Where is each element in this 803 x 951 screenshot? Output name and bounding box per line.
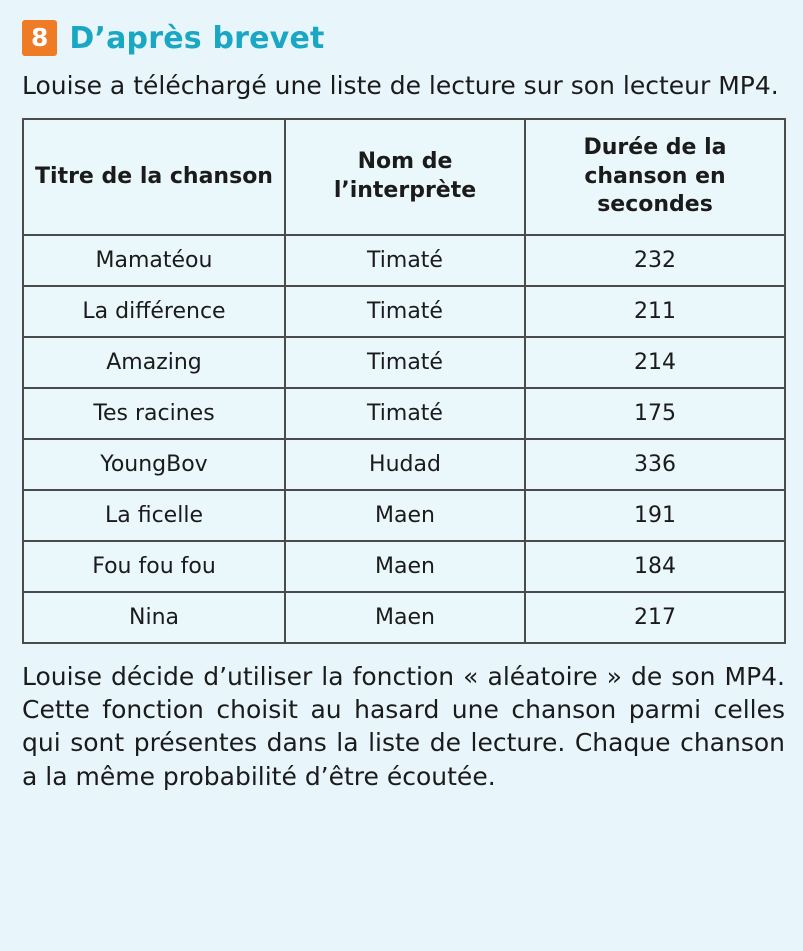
cell-song-title: La différence bbox=[23, 286, 285, 337]
cell-duration: 217 bbox=[525, 592, 785, 643]
table-row bbox=[23, 286, 785, 337]
cell-performer: Timaté bbox=[285, 337, 525, 388]
cell-performer: Maen bbox=[285, 541, 525, 592]
table-row bbox=[23, 439, 785, 490]
table-row bbox=[23, 592, 785, 643]
cell-duration: 214 bbox=[525, 337, 785, 388]
table-row bbox=[23, 490, 785, 541]
cell-song-title: La ficelle bbox=[23, 490, 285, 541]
cell-duration: 191 bbox=[525, 490, 785, 541]
page-title: D’après brevet bbox=[69, 20, 325, 56]
column-header-performer: Nom de l’interprète bbox=[285, 119, 525, 235]
outro-paragraph: Louise décide d’utiliser la fonction « aléatoire » de son MP4. Cette fonction choisit au hasard une chanson parmi celles qui sont présentes dans la liste de lecture. Chaque chanson a la même probabilité d’être écoutée. bbox=[22, 661, 785, 791]
cell-duration: 175 bbox=[525, 388, 785, 439]
cell-song-title: Fou fou fou bbox=[23, 541, 285, 592]
table-row bbox=[23, 388, 785, 439]
intro-paragraph: Louise a téléchargé une liste de lecture sur son lecteur MP4. bbox=[22, 71, 779, 100]
songs-table bbox=[22, 118, 786, 644]
cell-song-title: YoungBov bbox=[23, 439, 285, 490]
cell-song-title: Tes racines bbox=[23, 388, 285, 439]
column-header-title: Titre de la chanson bbox=[23, 119, 285, 235]
exercise-header bbox=[22, 20, 785, 56]
cell-song-title: Nina bbox=[23, 592, 285, 643]
exercise-number-badge: 8 bbox=[22, 20, 57, 56]
cell-duration: 232 bbox=[525, 235, 785, 286]
cell-performer: Timaté bbox=[285, 286, 525, 337]
table-row bbox=[23, 235, 785, 286]
cell-duration: 336 bbox=[525, 439, 785, 490]
cell-performer: Timaté bbox=[285, 235, 525, 286]
cell-performer: Hudad bbox=[285, 439, 525, 490]
cell-performer: Timaté bbox=[285, 388, 525, 439]
cell-song-title: Mamatéou bbox=[23, 235, 285, 286]
table-row bbox=[23, 337, 785, 388]
table-header-row bbox=[23, 119, 785, 235]
cell-duration: 211 bbox=[525, 286, 785, 337]
cell-performer: Maen bbox=[285, 490, 525, 541]
table-row bbox=[23, 541, 785, 592]
cell-duration: 184 bbox=[525, 541, 785, 592]
column-header-duration: Durée de la chanson en secondes bbox=[525, 119, 785, 235]
cell-performer: Maen bbox=[285, 592, 525, 643]
cell-song-title: Amazing bbox=[23, 337, 285, 388]
